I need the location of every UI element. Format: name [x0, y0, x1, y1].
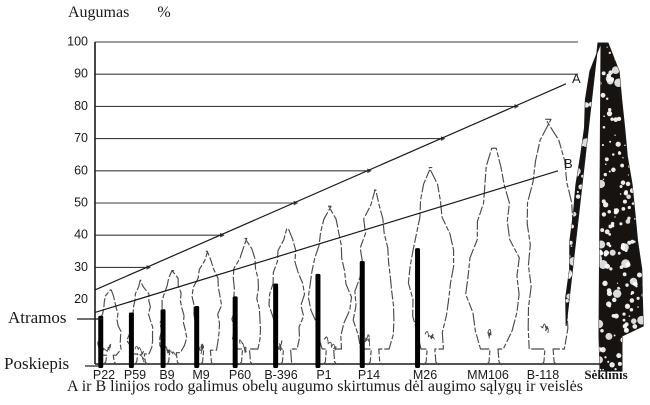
line-B: [95, 171, 558, 313]
chart-title: [68, 4, 171, 22]
supports-label: Atramos: [8, 308, 67, 327]
y-tick-label-20: 20: [74, 292, 88, 307]
x-label-P60: P60: [228, 368, 252, 382]
support-stake-B9: [161, 309, 166, 368]
x-label-M9: M9: [192, 368, 210, 382]
support-stake-P1: [315, 274, 320, 368]
x-label-P59: P59: [123, 368, 147, 382]
support-stake-M26: [415, 248, 420, 368]
x-label-B-118: B-118: [526, 368, 560, 382]
tree-branch-sketch: [103, 344, 111, 351]
support-stake-P60: [233, 296, 238, 368]
chart-title-text: Augumas: [68, 4, 130, 21]
tree-branch-sketch: [166, 347, 176, 356]
line-B-label: B: [564, 156, 573, 171]
y-tick-label-40: 40: [74, 227, 88, 242]
x-label-Sėklinis: Sėklinis: [584, 367, 628, 382]
tree-branch-sketch: [425, 331, 434, 339]
x-label-B9: B9: [159, 368, 175, 382]
x-label-M26: M26: [412, 368, 438, 382]
y-tick-label-30: 30: [74, 259, 88, 274]
tree-outline-MM106: [466, 148, 520, 365]
support-stake-P59: [129, 312, 134, 368]
tree-branch-sketch: [541, 324, 548, 333]
x-label-P1: P1: [316, 368, 332, 382]
support-stake-P22: [98, 316, 103, 368]
x-label-P14: P14: [357, 368, 381, 382]
x-label-MM106: MM106: [467, 368, 509, 382]
tree-outline-P1: [308, 206, 351, 365]
y-tick-label-60: 60: [74, 163, 88, 178]
support-stake-B-396: [273, 284, 278, 369]
y-tick-label-70: 70: [74, 131, 88, 146]
rootstock-label: Poskiepis: [4, 354, 70, 373]
x-label-B-396: B-396: [264, 368, 298, 382]
tree-branch-sketch: [488, 329, 491, 338]
support-stake-M9: [194, 306, 199, 368]
x-label-P22: P22: [92, 368, 116, 382]
line-A: [95, 84, 566, 290]
y-tick-label-90: 90: [74, 66, 88, 81]
line-A-label: A: [572, 71, 581, 86]
tree-branch-sketch: [240, 340, 247, 353]
tree-branch-sketch: [365, 334, 369, 346]
chart-title-unit: %: [157, 4, 171, 21]
y-tick-label-80: 80: [74, 98, 88, 113]
tree-branch-sketch: [324, 337, 336, 350]
y-tick-label-100: 100: [67, 34, 88, 49]
y-tick-label-50: 50: [74, 195, 88, 210]
support-stake-P14: [360, 261, 365, 368]
figure-caption: A ir B linijos rodo galimus obelų augumo skirtumus dėl augimo sąlygų ir veislės: [67, 378, 583, 395]
tree-outline-P14: [353, 190, 394, 365]
